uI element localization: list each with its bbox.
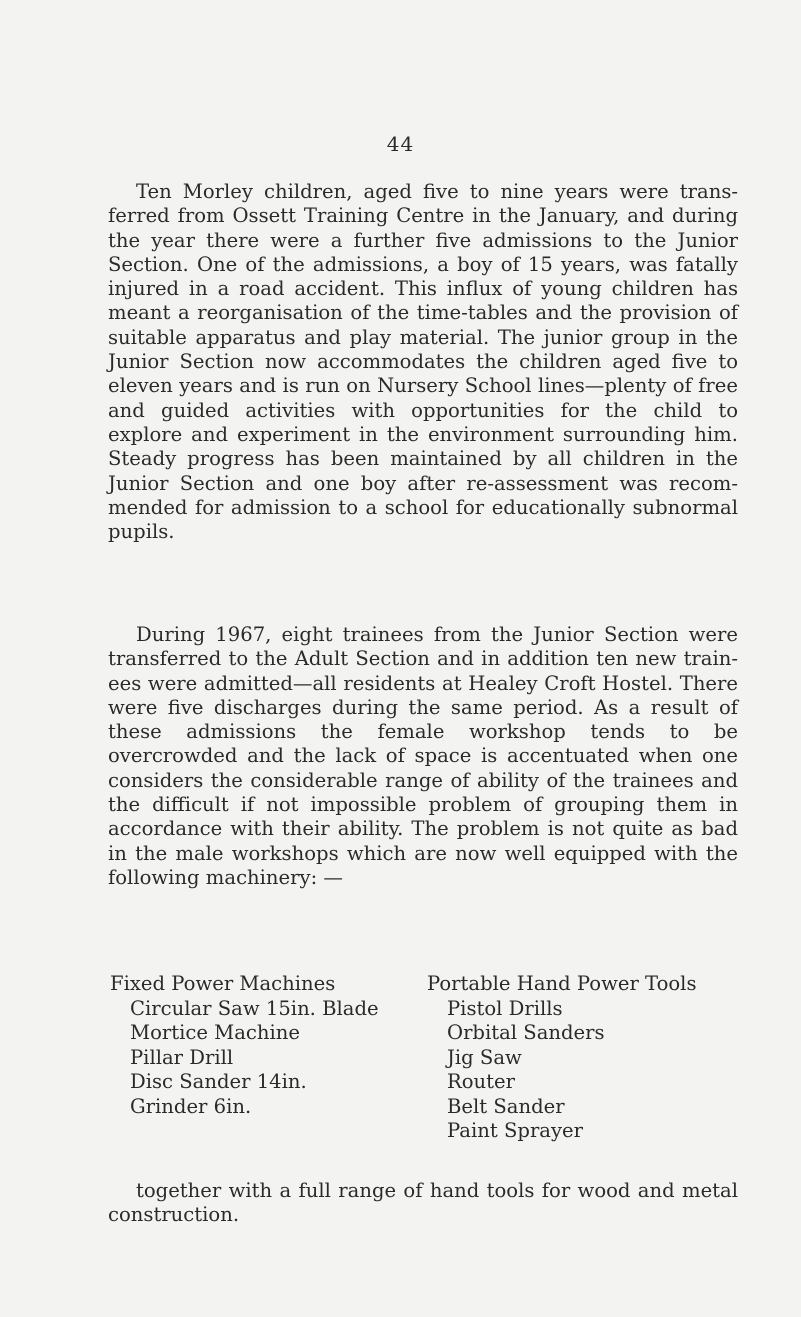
list-item: Router xyxy=(447,1070,516,1093)
list-item: Grinder 6in. xyxy=(130,1094,252,1118)
closing-paragraph: together with a full range of hand tools for wood and metal construction. xyxy=(108,1179,738,1227)
list-item: Jig Saw xyxy=(447,1045,522,1069)
list-item: Circular Saw 15in. Blade xyxy=(130,996,379,1020)
paragraph-adult-section: During 1967, eight trainees from the Junior Section were transferred to the Adult Section and in addition ten new train- ees were admitted—all residents at Healey Croft Hostel. There were five discharges during the same period. As a result of these admissions the female workshop tends to be overcrowded and the lack of space is accentuated when one considers the considerable range of ability of the trainees and the difficult if not impossible problem of grouping them in accordance with their ability. The problem is not quite as bad in the male workshops which are now well equipped with the following machinery: — xyxy=(108,623,738,889)
list-heading: Fixed Power Machines xyxy=(110,972,336,995)
list-item: Paint Sprayer xyxy=(447,1119,584,1142)
page-number: 44 xyxy=(386,132,415,156)
list-item: Pillar Drill xyxy=(130,1045,234,1069)
list-item: Disc Sander 14in. xyxy=(130,1070,307,1093)
portable-hand-power-tools-list xyxy=(427,972,697,1144)
list-heading: Portable Hand Power Tools xyxy=(427,972,697,995)
list-item: Mortice Machine xyxy=(130,1021,300,1044)
list-item: Pistol Drills xyxy=(447,996,563,1020)
paragraph-junior-section: Ten Morley children, aged five to nine years were trans- ferred from Ossett Training Centre in the January, and during the year there were a further five admissions to the Junior Section. One of the admissions, a boy of 15 years, was fatally injured in a road accident. This influx of young children has meant a reorganisation of the time-tables and the provision of suitable apparatus and play material. The junior group in the Junior Section now accommodates the children aged five to eleven years and is run on Nursery School lines—plenty of free and guided activities with opportunities for the child to explore and experiment in the environment surrounding him. Steady progress has been maintained by all children in the Junior Section and one boy after re-assessment was recom- mended for admission to a school for educationally subnormal pupils. xyxy=(108,180,738,544)
list-item: Orbital Sanders xyxy=(447,1021,605,1044)
list-item: Belt Sander xyxy=(447,1094,565,1118)
fixed-power-machines-list xyxy=(110,972,379,1119)
